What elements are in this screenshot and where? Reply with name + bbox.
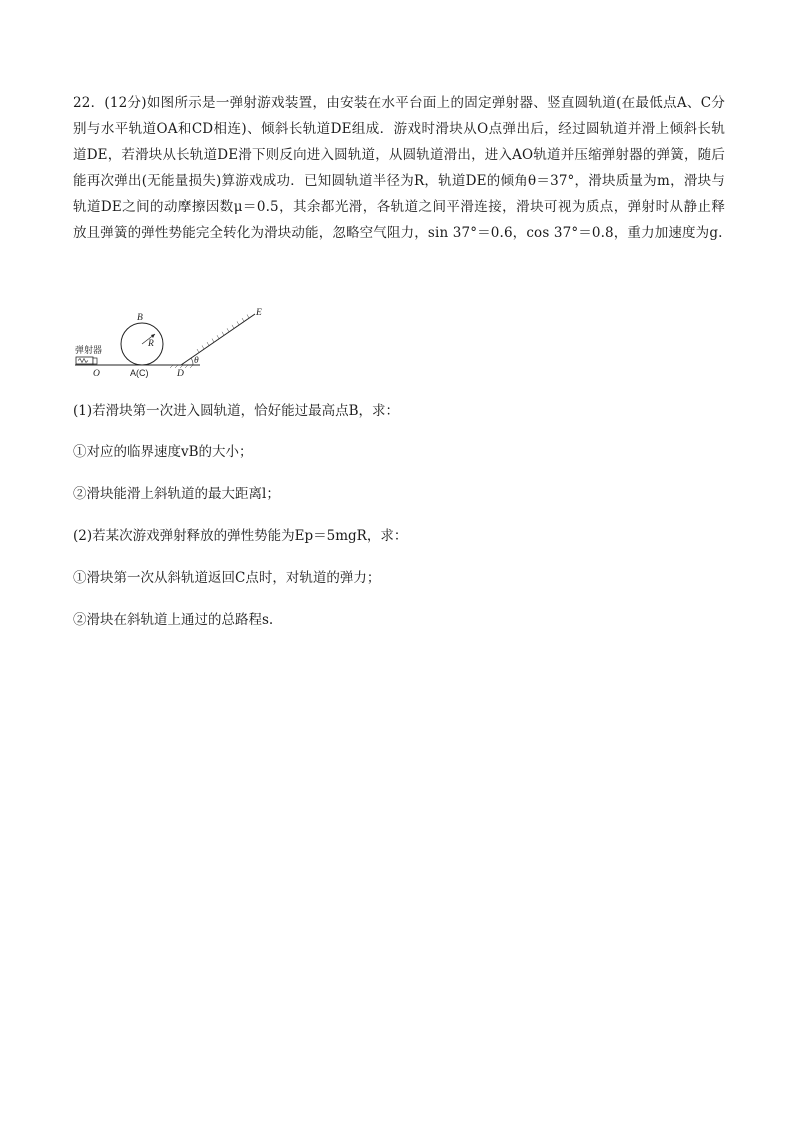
label-B: B — [137, 313, 143, 323]
question-2b: ②滑块在斜轨道上通过的总路程s. — [73, 612, 274, 628]
label-R: R — [148, 339, 154, 349]
radius-arrow-icon — [151, 334, 155, 338]
label-launcher: 弹射器 — [75, 345, 103, 355]
angle-arc — [191, 358, 193, 365]
problem-statement: 22．(12分)如图所示是一弹射游戏装置，由安装在水平台面上的固定弹射器、竖直圆轨道(在最低点A、C分别与水平轨道OA和CD相连)、倾斜长轨道DE组成．游戏时滑块从O点弹出后，经过圆轨道并滑上倾斜长轨道DE，若滑块从长轨道DE滑下则反向进入圆轨道，从圆轨道滑出，进入AO轨道并压缩弹射器的弹簧，随后能再次弹出(无能量损失)算游戏成功．已知圆轨道半径为R，轨道DE的倾角θ＝37°，滑块质量为m，滑块与轨道DE之间的动摩擦因数μ＝0.5，其余都光滑，各轨道之间平滑连接，滑块可视为质点，弹射时从静止释放且弹簧的弹性势能完全转化为滑块动能，忽略空气阻力，sin 37°＝0.6，cos 37°＝0.8，重力加速度为g. — [73, 95, 725, 241]
question-1b: ②滑块能滑上斜轨道的最大距离l； — [73, 486, 280, 502]
question-2: (2)若某次游戏弹射释放的弹性势能为Ep＝5mgR，求： — [73, 528, 408, 544]
question-2a: ①滑块第一次从斜轨道返回C点时，对轨道的弹力； — [73, 570, 381, 586]
incline-hatching — [197, 315, 249, 353]
label-E: E — [256, 308, 262, 318]
launcher-box — [76, 357, 93, 364]
question-1a: ①对应的临界速度vB的大小； — [73, 444, 253, 460]
question-1: (1)若滑块第一次进入圆轨道，恰好能过最高点B，求： — [73, 403, 400, 419]
diagram-figure — [73, 308, 273, 380]
label-AC: A(C) — [130, 368, 149, 378]
launcher-track-diagram — [73, 308, 273, 380]
slider-block — [93, 358, 97, 364]
label-O: O — [93, 369, 100, 379]
label-theta: θ — [194, 356, 199, 366]
label-D: D — [177, 369, 184, 379]
